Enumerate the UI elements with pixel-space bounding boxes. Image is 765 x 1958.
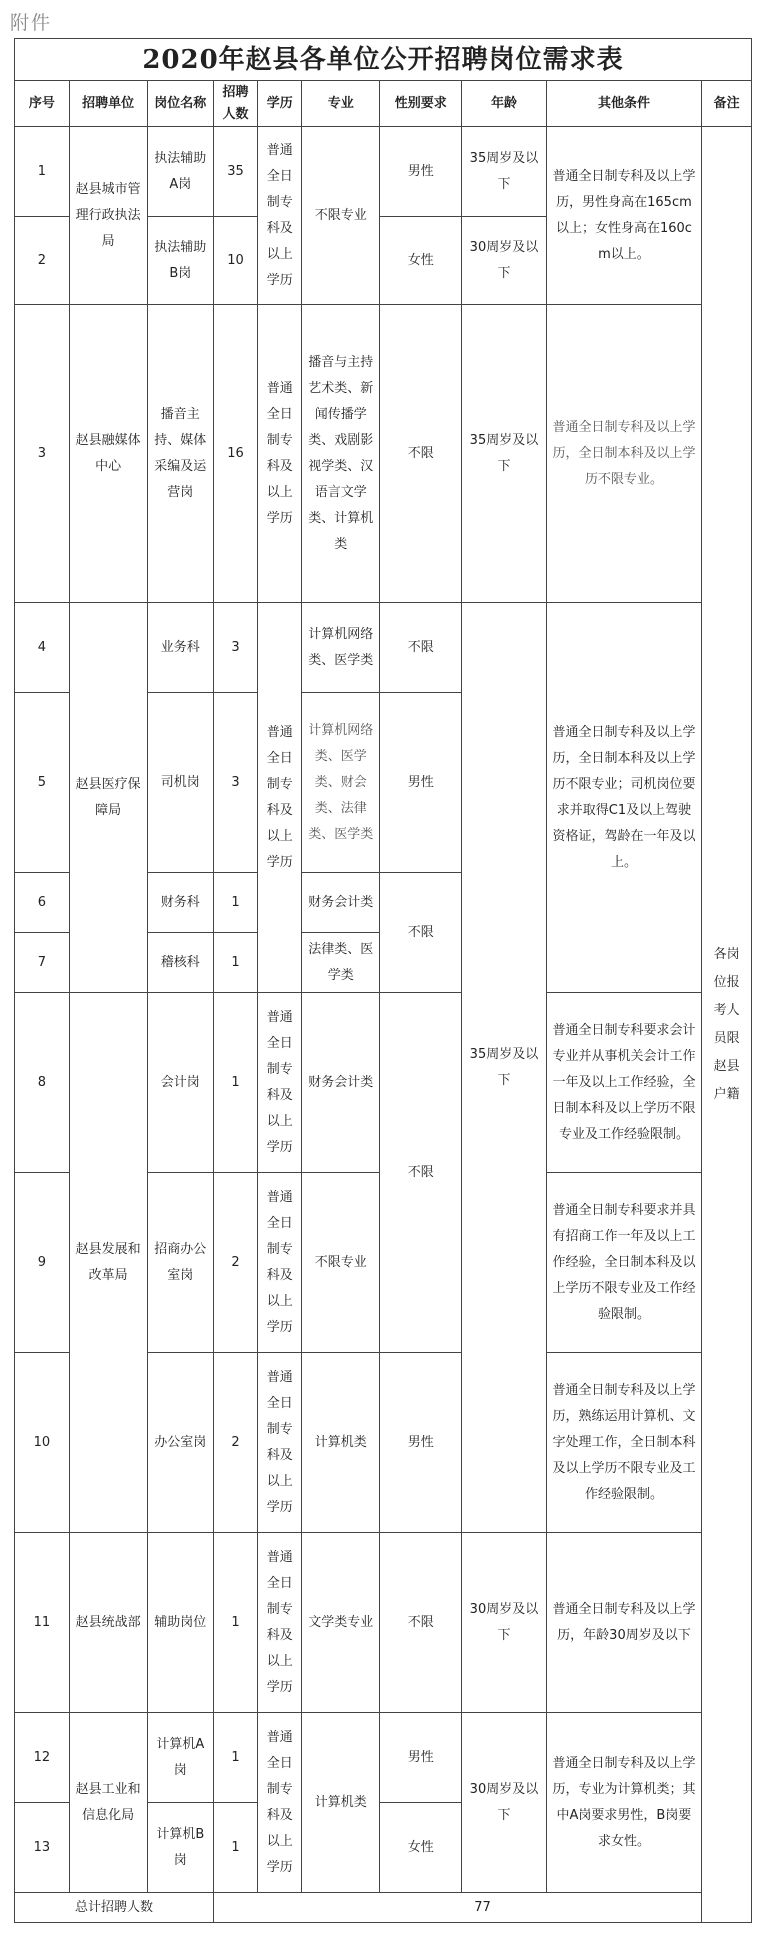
header-gender: 性别要求 [380,81,462,127]
edu-cell: 普通全日制专科及以上学历 [258,1713,302,1893]
post-cell: 计算机B岗 [147,1803,213,1893]
header-major: 专业 [302,81,380,127]
major-cell: 文学类专业 [302,1533,380,1713]
header-other: 其他条件 [546,81,702,127]
count-cell: 16 [213,305,257,603]
other-cell: 普通全日制专科及以上学历，专业为计算机类；其中A岗要求男性，B岗要求女性。 [546,1713,702,1893]
age-cell: 30周岁及以下 [462,217,546,305]
seq-cell: 7 [15,933,70,993]
table-row [15,127,752,217]
other-cell: 普通全日制专科要求会计专业并从事机关会计工作一年及以上工作经验，全日制本科及以上学历不限专业及工作经验限制。 [546,993,702,1173]
unit-cell: 赵县医疗保障局 [69,603,147,993]
post-cell: 播音主持、媒体采编及运营岗 [147,305,213,603]
gender-cell: 男性 [380,1353,462,1533]
total-label: 总计招聘人数 [15,1893,214,1923]
unit-cell: 赵县发展和改革局 [69,993,147,1533]
post-cell: 辅助岗位 [147,1533,213,1713]
count-cell: 3 [213,693,257,873]
count-cell: 35 [213,127,257,217]
gender-cell: 男性 [380,127,462,217]
post-cell: 办公室岗 [147,1353,213,1533]
post-cell: 司机岗 [147,693,213,873]
header-post: 岗位名称 [147,81,213,127]
other-cell: 普通全日制专科及以上学历，全日制本科及以上学历不限专业；司机岗位要求并取得C1及以上驾驶资格证，驾龄在一年及以上。 [546,603,702,993]
total-row [15,1893,752,1923]
count-cell: 1 [213,873,257,933]
header-unit: 招聘单位 [69,81,147,127]
gender-cell: 不限 [380,1533,462,1713]
unit-cell: 赵县城市管理行政执法局 [69,127,147,305]
other-cell: 普通全日制专科及以上学历，年龄30周岁及以下 [546,1533,702,1713]
seq-cell: 8 [15,993,70,1173]
count-cell: 1 [213,1533,257,1713]
seq-cell: 13 [15,1803,70,1893]
other-cell: 普通全日制专科及以上学历，全日制本科及以上学历不限专业。 [546,305,702,603]
major-cell: 财务会计类 [302,873,380,933]
edu-cell: 普通全日制专科及以上学历 [258,1533,302,1713]
count-cell: 2 [213,1353,257,1533]
age-cell: 30周岁及以下 [462,1713,546,1893]
count-cell: 1 [213,993,257,1173]
count-cell: 3 [213,603,257,693]
count-cell: 2 [213,1173,257,1353]
post-cell: 招商办公室岗 [147,1173,213,1353]
header-count: 招聘人数 [213,81,257,127]
header-note: 备注 [702,81,752,127]
age-cell: 30周岁及以下 [462,1533,546,1713]
age-cell: 35周岁及以下 [462,603,546,1533]
header-seq: 序号 [15,81,70,127]
title-row [15,39,752,81]
gender-cell: 不限 [380,305,462,603]
gender-cell: 女性 [380,1803,462,1893]
seq-cell: 10 [15,1353,70,1533]
count-cell: 1 [213,1803,257,1893]
seq-cell: 2 [15,217,70,305]
seq-cell: 1 [15,127,70,217]
seq-cell: 11 [15,1533,70,1713]
edu-cell: 普通全日制专科及以上学历 [258,127,302,305]
gender-cell: 不限 [380,993,462,1353]
post-cell: 执法辅助A岗 [147,127,213,217]
gender-cell: 女性 [380,217,462,305]
major-cell: 播音与主持艺术类、新闻传播学类、戏剧影视学类、汉语言文学类、计算机类 [302,305,380,603]
seq-cell: 6 [15,873,70,933]
post-cell: 财务科 [147,873,213,933]
seq-cell: 4 [15,603,70,693]
gender-cell: 男性 [380,693,462,873]
major-cell: 财务会计类 [302,993,380,1173]
edu-cell: 普通全日制专科及以上学历 [258,305,302,603]
count-cell: 1 [213,1713,257,1803]
major-cell: 计算机类 [302,1713,380,1893]
post-cell: 会计岗 [147,993,213,1173]
seq-cell: 3 [15,305,70,603]
header-age: 年龄 [462,81,546,127]
major-cell: 计算机网络类、医学类、财会类、法律类、医学类 [302,693,380,873]
major-cell: 计算机类 [302,1353,380,1533]
age-cell: 35周岁及以下 [462,127,546,217]
table-row [15,305,752,603]
edu-cell: 普通全日制专科及以上学历 [258,1353,302,1533]
seq-cell: 5 [15,693,70,873]
total-value: 77 [213,1893,751,1923]
post-cell: 稽核科 [147,933,213,993]
page-title: 2020年赵县各单位公开招聘岗位需求表 [15,39,752,81]
table-row [15,993,752,1173]
seq-cell: 9 [15,1173,70,1353]
note-cell: 各岗位报考人员限赵县户籍 [702,127,752,1923]
gender-cell: 不限 [380,873,462,993]
table-row [15,603,752,693]
major-cell: 不限专业 [302,127,380,305]
recruitment-table [14,38,752,1923]
gender-cell: 不限 [380,603,462,693]
header-edu: 学历 [258,81,302,127]
post-cell: 执法辅助B岗 [147,217,213,305]
major-cell: 计算机网络类、医学类 [302,603,380,693]
post-cell: 业务科 [147,603,213,693]
unit-cell: 赵县工业和信息化局 [69,1713,147,1893]
header-row [15,81,752,127]
major-cell: 法律类、医学类 [302,933,380,993]
edu-cell: 普通全日制专科及以上学历 [258,603,302,993]
other-cell: 普通全日制专科及以上学历，熟练运用计算机、文字处理工作，全日制本科及以上学历不限专业及工作经验限制。 [546,1353,702,1533]
attachment-label: 附件 [10,12,53,34]
count-cell: 10 [213,217,257,305]
count-cell: 1 [213,933,257,993]
edu-cell: 普通全日制专科及以上学历 [258,1173,302,1353]
other-cell: 普通全日制专科及以上学历，男性身高在165cm以上；女性身高在160cm以上。 [546,127,702,305]
table-row [15,1533,752,1713]
unit-cell: 赵县融媒体中心 [69,305,147,603]
unit-cell: 赵县统战部 [69,1533,147,1713]
major-cell: 不限专业 [302,1173,380,1353]
other-cell: 普通全日制专科要求并具有招商工作一年及以上工作经验，全日制本科及以上学历不限专业及工作经验限制。 [546,1173,702,1353]
age-cell: 35周岁及以下 [462,305,546,603]
seq-cell: 12 [15,1713,70,1803]
table-row [15,1713,752,1803]
edu-cell: 普通全日制专科及以上学历 [258,993,302,1173]
gender-cell: 男性 [380,1713,462,1803]
post-cell: 计算机A岗 [147,1713,213,1803]
